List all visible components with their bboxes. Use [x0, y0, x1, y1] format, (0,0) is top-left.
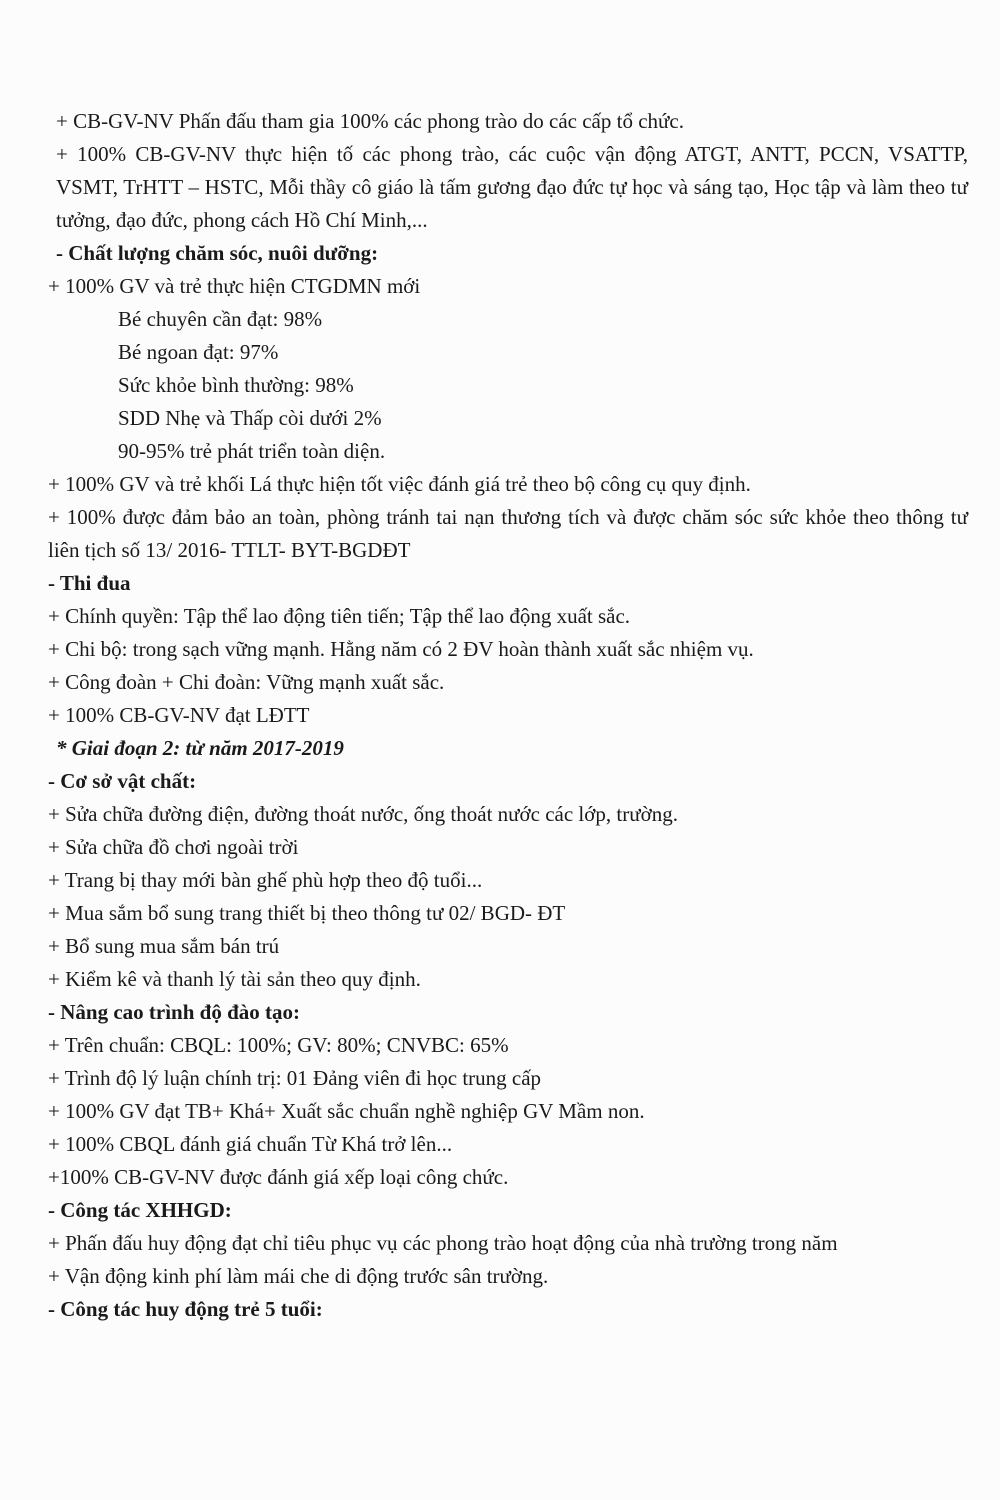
section-heading: - Công tác huy động trẻ 5 tuổi: — [48, 1297, 323, 1321]
text-line: + 100% GV và trẻ khối Lá thực hiện tốt việc đánh giá trẻ theo bộ công cụ quy định. — [48, 472, 751, 496]
text-line: + Trình độ lý luận chính trị: 01 Đảng viên đi học trung cấp — [48, 1066, 542, 1090]
text-line: 90-95% trẻ phát triển toàn diện. — [118, 439, 386, 463]
text-line: + 100% được đảm bảo an toàn, phòng tránh tai nạn thương tích và được chăm sóc sức khỏe theo thông tư liên tịch số 13/ 2016- TTLT- BYT-BGDĐT — [48, 505, 968, 562]
text-line: + Bổ sung mua sắm bán trú — [48, 934, 280, 958]
text-line: + 100% CB-GV-NV thực hiện tố các phong trào, các cuộc vận động ATGT, ANTT, PCCN, VSATTP, VSMT, TrHTT – HSTC, Mỗi thầy cô giáo là tấm gương đạo đức tự học và sáng tạo, Học tập và làm theo tư tưởng, đạo đức, phong cách Hồ Chí Minh,... — [56, 142, 968, 232]
text-line: +100% CB-GV-NV được đánh giá xếp loại công chức. — [48, 1165, 509, 1189]
section-heading: - Chất lượng chăm sóc, nuôi dưỡng: — [56, 241, 379, 265]
text-line: + Phấn đấu huy động đạt chỉ tiêu phục vụ các phong trào hoạt động của nhà trường trong năm — [48, 1231, 838, 1255]
section-heading: - Thi đua — [48, 571, 131, 595]
text-line: + Vận động kinh phí làm mái che di động trước sân trường. — [48, 1264, 549, 1288]
text-line: SDD Nhẹ và Thấp còi dưới 2% — [118, 406, 382, 430]
text-line: Bé chuyên cần đạt: 98% — [118, 307, 323, 331]
text-line: + Sửa chữa đồ chơi ngoài trời — [48, 835, 299, 859]
text-line: + 100% GV và trẻ thực hiện CTGDMN mới — [48, 274, 421, 298]
text-line: + Trang bị thay mới bàn ghế phù hợp theo độ tuổi... — [48, 868, 483, 892]
text-line: + Trên chuẩn: CBQL: 100%; GV: 80%; CNVBC: 65% — [48, 1033, 509, 1057]
text-line: + Chi bộ: trong sạch vững mạnh. Hằng năm có 2 ĐV hoàn thành xuất sắc nhiệm vụ. — [48, 637, 754, 661]
text-line: Bé ngoan đạt: 97% — [118, 340, 279, 364]
text-line: + 100% GV đạt TB+ Khá+ Xuất sắc chuẩn nghề nghiệp GV Mầm non. — [48, 1099, 645, 1123]
text-line: Sức khỏe bình thường: 98% — [118, 373, 354, 397]
text-line: + CB-GV-NV Phấn đấu tham gia 100% các phong trào do các cấp tổ chức. — [56, 109, 684, 133]
text-line: + Mua sắm bổ sung trang thiết bị theo thông tư 02/ BGD- ĐT — [48, 901, 566, 925]
text-line: + Công đoàn + Chi đoàn: Vững mạnh xuất sắc. — [48, 670, 445, 694]
section-heading: - Công tác XHHGD: — [48, 1198, 232, 1222]
text-line: + Chính quyền: Tập thể lao động tiên tiến; Tập thể lao động xuất sắc. — [48, 604, 631, 628]
text-line: + 100% CB-GV-NV đạt LĐTT — [48, 703, 310, 727]
section-heading: - Cơ sở vật chất: — [48, 769, 197, 793]
text-line: + Sửa chữa đường điện, đường thoát nước, ống thoát nước các lớp, trường. — [48, 802, 678, 826]
text-line: + 100% CBQL đánh giá chuẩn Từ Khá trở lên... — [48, 1132, 453, 1156]
text-line: + Kiểm kê và thanh lý tài sản theo quy định. — [48, 967, 421, 991]
document-body — [48, 105, 968, 1326]
section-heading: * Giai đoạn 2: từ năm 2017-2019 — [56, 736, 344, 760]
section-heading: - Nâng cao trình độ đào tạo: — [48, 1000, 301, 1024]
